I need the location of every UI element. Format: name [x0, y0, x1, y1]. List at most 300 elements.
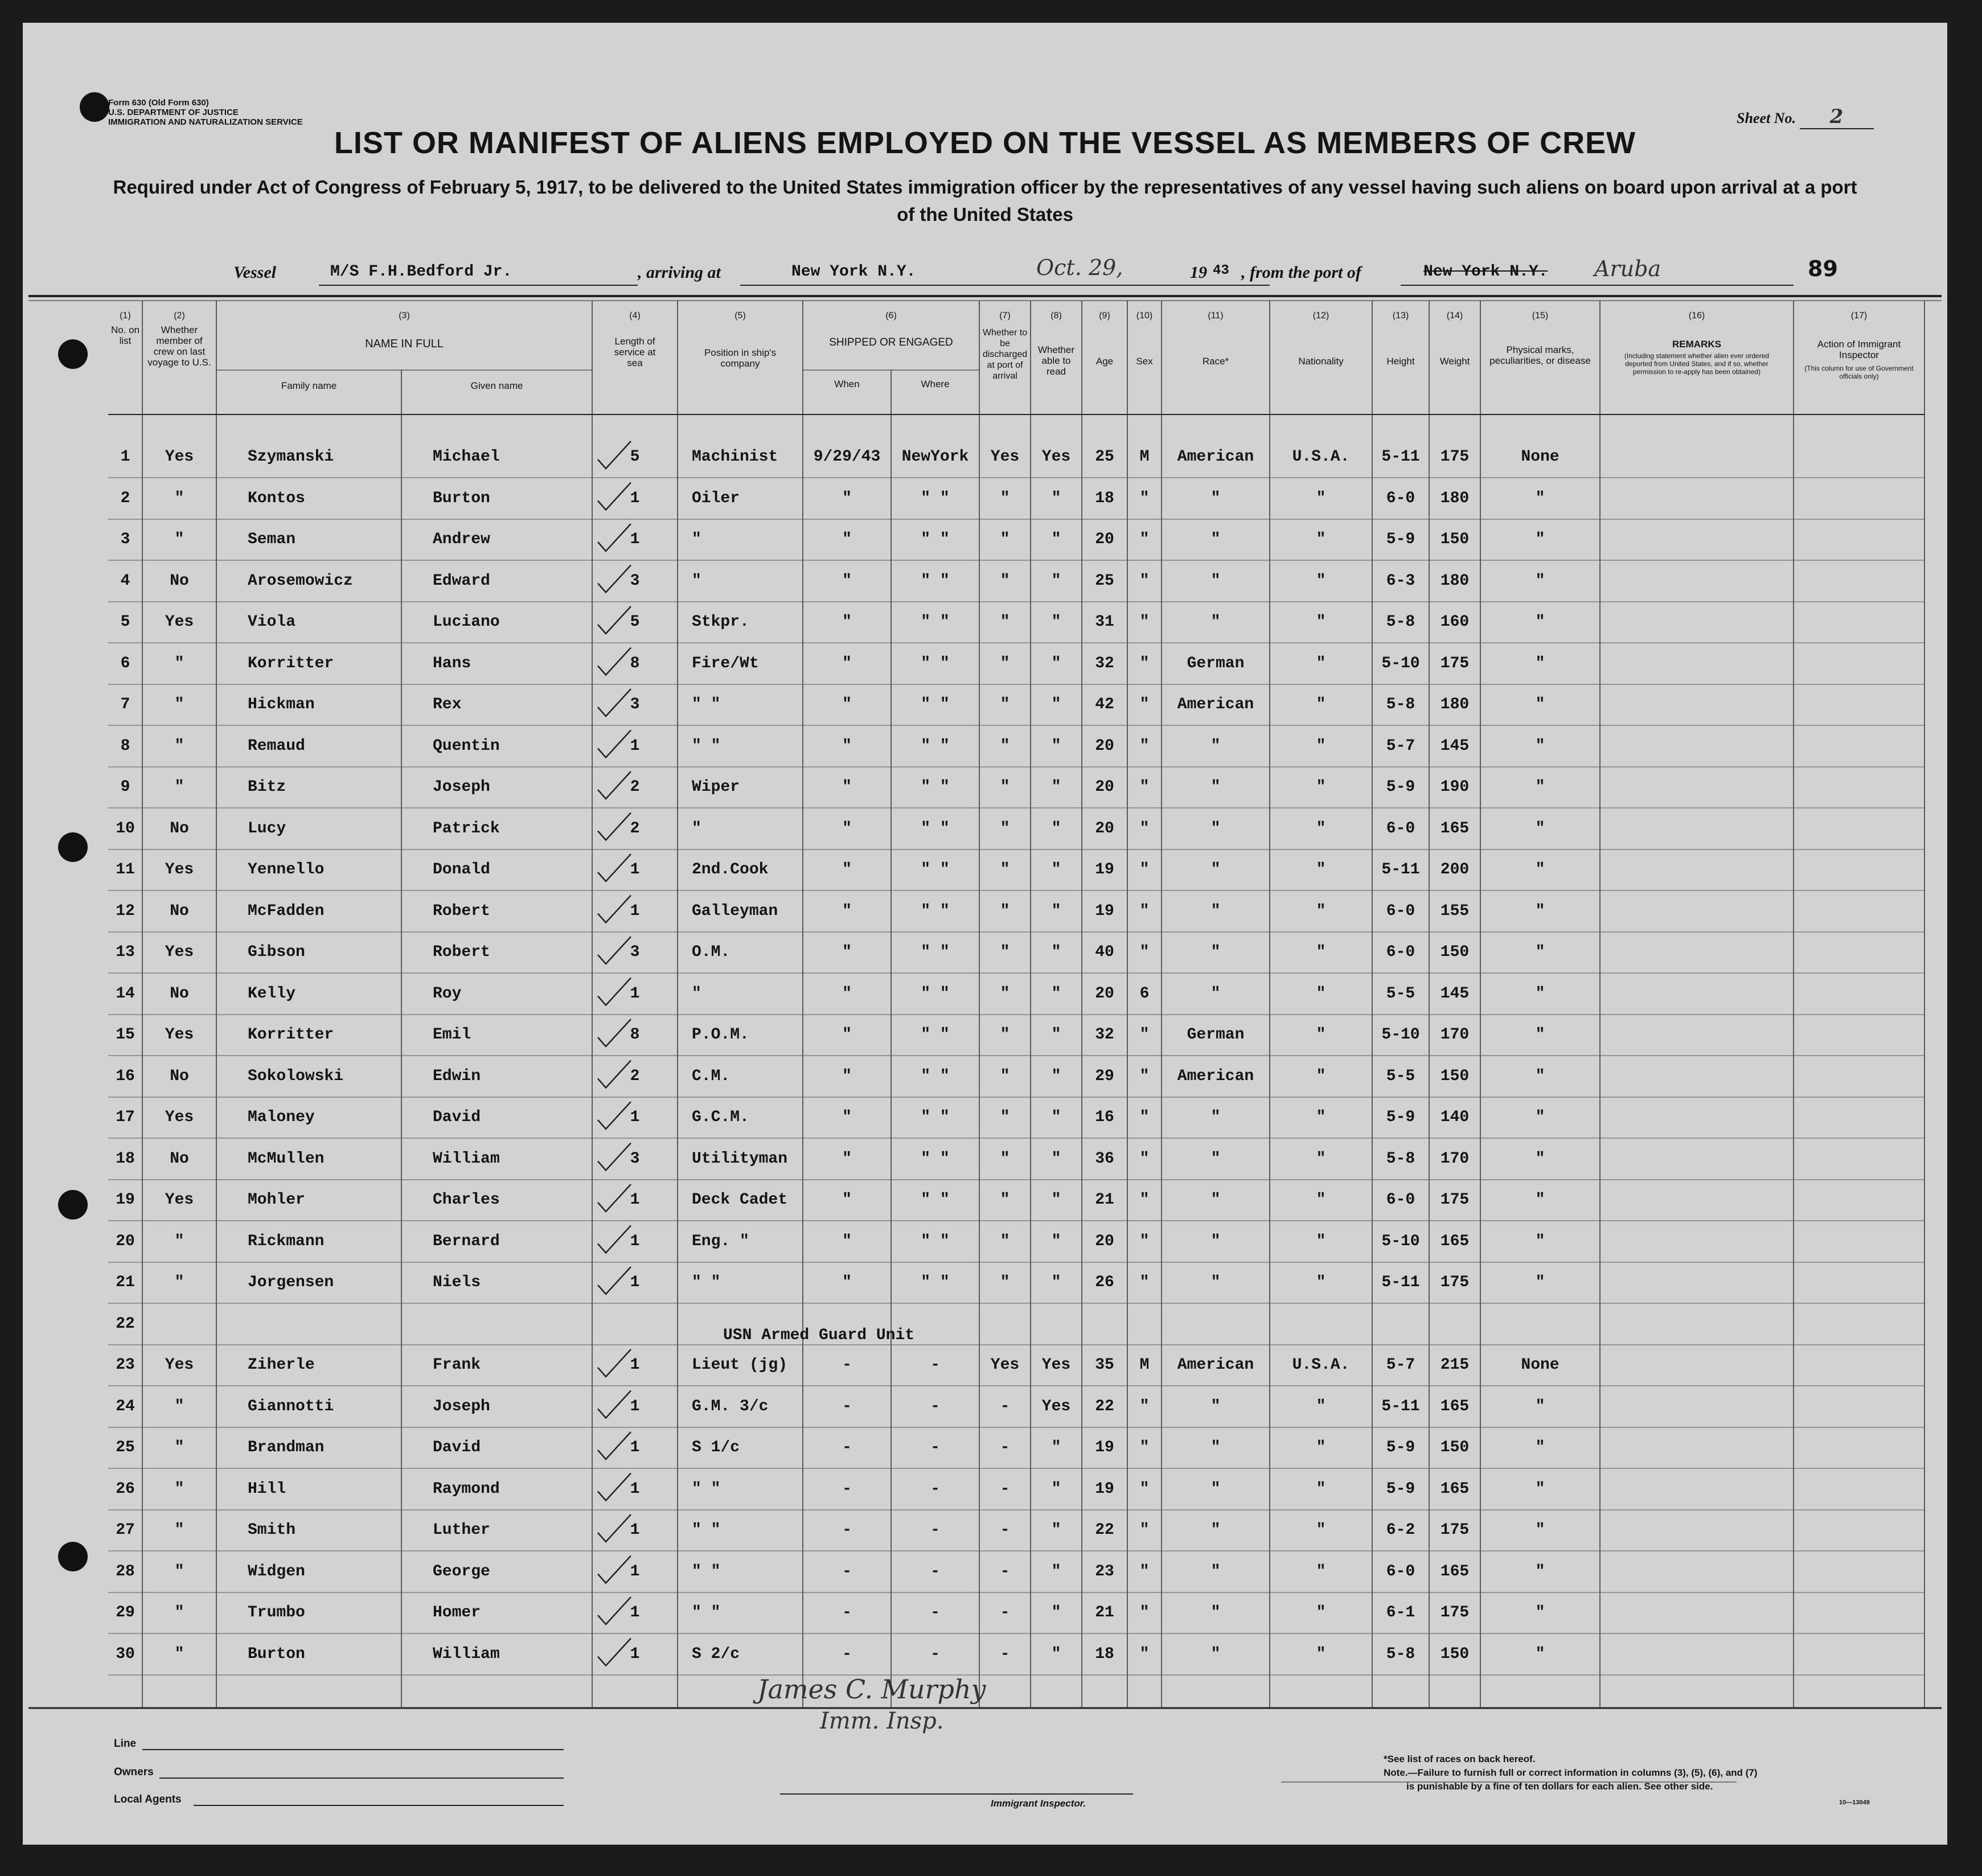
previous-voyage-cell: ": [174, 1397, 184, 1415]
to-be-discharged-cell: -: [1000, 1480, 1010, 1498]
race-cell: American: [1177, 1356, 1254, 1374]
family-name-cell: Brandman: [248, 1439, 325, 1456]
shipped-when-cell: ": [842, 778, 852, 796]
race-cell: ": [1210, 1480, 1221, 1498]
previous-voyage-cell: ": [174, 696, 184, 713]
weight-cell: 175: [1440, 1191, 1470, 1209]
position-cell: S 1/c: [692, 1439, 740, 1456]
sex-cell: ": [1139, 1026, 1150, 1044]
physical-marks-cell: ": [1535, 861, 1545, 879]
sex-cell: ": [1139, 1397, 1150, 1415]
nationality-cell: ": [1316, 902, 1326, 920]
to-be-discharged-cell: -: [1000, 1521, 1010, 1539]
service-length-cell: 1: [630, 1521, 640, 1539]
row-number-cell: 5: [120, 613, 130, 631]
able-to-read-cell: ": [1051, 1109, 1061, 1126]
height-cell: 5-8: [1386, 1645, 1415, 1663]
able-to-read-cell: ": [1051, 696, 1061, 713]
given-name-cell: Frank: [433, 1356, 481, 1374]
shipped-when-cell: ": [842, 613, 852, 631]
shipped-when-cell: ": [842, 1109, 852, 1126]
given-name-cell: William: [433, 1150, 500, 1168]
weight-cell: 190: [1440, 778, 1470, 796]
race-cell: ": [1210, 984, 1221, 1003]
nationality-cell: ": [1316, 1397, 1326, 1415]
shipped-when-cell: -: [842, 1480, 852, 1498]
previous-voyage-cell: ": [174, 1562, 184, 1581]
service-length-cell: 1: [630, 1274, 640, 1291]
position-cell: Machinist: [692, 448, 778, 466]
previous-voyage-cell: ": [174, 737, 184, 755]
physical-marks-cell: ": [1535, 1191, 1545, 1209]
age-cell: 19: [1095, 902, 1114, 920]
to-be-discharged-cell: ": [1000, 572, 1010, 590]
given-name-cell: Roy: [433, 984, 462, 1003]
previous-voyage-cell: ": [174, 1274, 184, 1291]
shipped-where-cell: NewYork: [901, 448, 969, 466]
nationality-cell: ": [1316, 984, 1326, 1003]
physical-marks-cell: None: [1521, 1356, 1560, 1374]
shipped-when-cell: -: [842, 1604, 852, 1622]
previous-voyage-cell: ": [174, 1439, 184, 1456]
physical-marks-cell: ": [1535, 1274, 1545, 1291]
height-cell: 5-8: [1386, 613, 1415, 631]
shipped-when-cell: ": [842, 1274, 852, 1291]
service-length-cell: 3: [630, 1150, 640, 1168]
race-cell: ": [1210, 572, 1221, 590]
physical-marks-cell: ": [1535, 1150, 1545, 1168]
age-cell: 26: [1095, 1274, 1114, 1291]
height-cell: 6-0: [1386, 489, 1415, 507]
form-code: 10—13049: [1839, 1799, 1870, 1806]
able-to-read-cell: ": [1051, 902, 1061, 920]
age-cell: 19: [1095, 1439, 1114, 1456]
height-cell: 5-8: [1386, 1150, 1415, 1168]
row-number-cell: 8: [120, 737, 130, 755]
previous-voyage-cell: ": [174, 1232, 184, 1250]
given-name-cell: George: [433, 1562, 490, 1581]
shipped-where-cell: " ": [921, 531, 950, 548]
family-name-cell: Kelly: [248, 984, 296, 1003]
physical-marks-cell: ": [1535, 696, 1545, 713]
shipped-when-cell: ": [842, 943, 852, 961]
nationality-cell: ": [1316, 1232, 1326, 1250]
weight-cell: 150: [1440, 1439, 1470, 1456]
to-be-discharged-cell: ": [1000, 654, 1010, 672]
col12-header: Nationality: [1298, 356, 1344, 367]
row-number-cell: 28: [116, 1562, 135, 1581]
able-to-read-cell: ": [1051, 1026, 1061, 1044]
shipped-where-cell: " ": [921, 1026, 950, 1044]
shipped-when-cell: ": [842, 1067, 852, 1085]
service-length-cell: 1: [630, 984, 640, 1003]
physical-marks-cell: ": [1535, 1109, 1545, 1126]
physical-marks-cell: ": [1535, 1232, 1545, 1250]
col15-number: (15): [1532, 311, 1549, 321]
age-cell: 19: [1095, 1480, 1114, 1498]
row-number-cell: 4: [120, 572, 130, 590]
shipped-where-cell: " ": [921, 902, 950, 920]
height-cell: 6-0: [1386, 1191, 1415, 1209]
family-name-cell: Gibson: [248, 943, 305, 961]
race-cell: ": [1210, 819, 1221, 838]
shipped-when-cell: 9/29/43: [813, 448, 881, 466]
col15-header: Physical marks, peculiarities, or disease: [1489, 344, 1591, 366]
col12-number: (12): [1312, 311, 1329, 321]
height-cell: 5-11: [1381, 861, 1420, 879]
shipped-where-cell: " ": [921, 1232, 950, 1250]
shipped-where-cell: " ": [921, 1109, 950, 1126]
position-cell: Eng. ": [692, 1232, 749, 1250]
race-cell: ": [1210, 1109, 1221, 1126]
vessel-name: M/S F.H.Bedford Jr.: [330, 263, 512, 281]
to-be-discharged-cell: ": [1000, 984, 1010, 1003]
service-length-cell: 1: [630, 531, 640, 548]
to-be-discharged-cell: ": [1000, 1067, 1010, 1085]
given-name-cell: Emil: [433, 1026, 471, 1044]
col17-number: (17): [1850, 311, 1868, 321]
physical-marks-cell: ": [1535, 819, 1545, 838]
previous-voyage-cell: No: [170, 1067, 189, 1085]
position-cell: Wiper: [692, 778, 740, 796]
height-cell: 5-11: [1381, 1397, 1420, 1415]
service-length-cell: 5: [630, 613, 640, 631]
given-name-cell: Quentin: [433, 737, 500, 755]
service-length-cell: 3: [630, 943, 640, 961]
service-length-cell: 5: [630, 448, 640, 466]
sex-cell: ": [1139, 531, 1150, 548]
physical-marks-cell: ": [1535, 1439, 1545, 1456]
sex-cell: ": [1139, 737, 1150, 755]
previous-voyage-cell: ": [174, 1645, 184, 1663]
page-number: 89: [1808, 256, 1838, 281]
previous-voyage-cell: Yes: [165, 448, 194, 466]
family-name-cell: Viola: [248, 613, 296, 631]
position-cell: " ": [692, 1562, 721, 1581]
race-cell: American: [1177, 448, 1254, 466]
nationality-cell: ": [1316, 696, 1326, 713]
service-length-cell: 1: [630, 1191, 640, 1209]
row-number-cell: 1: [120, 448, 130, 466]
row-number-cell: 29: [116, 1604, 135, 1622]
row-number-cell: 7: [120, 696, 130, 713]
given-name-cell: Charles: [433, 1191, 500, 1209]
shipped-when-cell: ": [842, 489, 852, 507]
age-cell: 35: [1095, 1356, 1114, 1374]
physical-marks-cell: ": [1535, 1480, 1545, 1498]
position-cell: G.C.M.: [692, 1109, 749, 1126]
physical-marks-cell: None: [1521, 448, 1560, 466]
sex-cell: M: [1139, 448, 1150, 466]
row-number-cell: 26: [116, 1480, 135, 1498]
col10-header: Sex: [1136, 356, 1153, 367]
shipped-when-cell: -: [842, 1439, 852, 1456]
weight-cell: 175: [1440, 654, 1470, 672]
service-length-cell: 1: [630, 1562, 640, 1581]
previous-voyage-cell: ": [174, 1480, 184, 1498]
nationality-cell: ": [1316, 613, 1326, 631]
height-cell: 6-0: [1386, 943, 1415, 961]
shipped-when-cell: -: [842, 1397, 852, 1415]
family-name-cell: Mohler: [248, 1191, 305, 1209]
nationality-cell: ": [1316, 1604, 1326, 1622]
family-name-cell: Lucy: [248, 819, 286, 838]
to-be-discharged-cell: Yes: [990, 448, 1020, 466]
nationality-cell: ": [1316, 489, 1326, 507]
nationality-cell: ": [1316, 1026, 1326, 1044]
given-name-cell: Edwin: [433, 1067, 481, 1085]
position-cell: " ": [692, 1604, 721, 1622]
weight-cell: 165: [1440, 819, 1470, 838]
given-name-cell: Robert: [433, 902, 490, 920]
age-cell: 36: [1095, 1150, 1114, 1168]
family-name-cell: Arosemowicz: [248, 572, 353, 590]
height-cell: 6-1: [1386, 1604, 1415, 1622]
height-cell: 5-10: [1381, 654, 1420, 672]
weight-cell: 155: [1440, 902, 1470, 920]
col9-header: Age: [1095, 356, 1114, 367]
given-name-cell: Homer: [433, 1604, 481, 1622]
given-name-cell: David: [433, 1109, 481, 1126]
col16-note: (Including statement whether alien ever ordered deported from United States, and if so, whether permission to re-apply has been obtained): [1624, 352, 1770, 376]
height-cell: 6-0: [1386, 1562, 1415, 1581]
shipped-where-cell: -: [930, 1645, 940, 1663]
family-name-cell: Ziherle: [248, 1356, 315, 1374]
given-name-cell: Edward: [433, 572, 490, 590]
manifest-sheet: [23, 23, 1947, 1845]
to-be-discharged-cell: -: [1000, 1604, 1010, 1622]
col5-header: Position in ship's company: [704, 347, 777, 369]
to-be-discharged-cell: ": [1000, 819, 1010, 838]
physical-marks-cell: ": [1535, 572, 1545, 590]
nationality-cell: ": [1316, 861, 1326, 879]
col8-number: (8): [1050, 311, 1062, 321]
nationality-cell: ": [1316, 819, 1326, 838]
inspector-signature: James C. Murphy: [757, 1674, 986, 1705]
family-name-cell: Yennello: [248, 861, 325, 879]
age-cell: 32: [1095, 654, 1114, 672]
able-to-read-cell: ": [1051, 984, 1061, 1003]
nationality-cell: ": [1316, 778, 1326, 796]
row-number-cell: 11: [116, 861, 135, 879]
sex-cell: ": [1139, 1480, 1150, 1498]
weight-cell: 150: [1440, 1067, 1470, 1085]
sex-cell: ": [1139, 696, 1150, 713]
given-name-cell: Donald: [433, 861, 490, 879]
age-cell: 22: [1095, 1521, 1114, 1539]
able-to-read-cell: ": [1051, 1604, 1061, 1622]
physical-marks-cell: ": [1535, 654, 1545, 672]
race-cell: ": [1210, 613, 1221, 631]
position-cell: C.M.: [692, 1067, 731, 1085]
armed-guard-note: USN Armed Guard Unit: [723, 1327, 915, 1344]
position-cell: ": [692, 572, 701, 590]
height-cell: 5-9: [1386, 778, 1415, 796]
col6-number: (6): [885, 311, 897, 321]
position-cell: P.O.M.: [692, 1026, 749, 1044]
age-cell: 20: [1095, 531, 1114, 548]
shipped-where-cell: " ": [921, 861, 950, 879]
position-cell: Galleyman: [692, 902, 778, 920]
sex-cell: ": [1139, 489, 1150, 507]
age-cell: 22: [1095, 1397, 1114, 1415]
col16-number: (16): [1688, 311, 1705, 321]
position-cell: ": [692, 531, 701, 548]
weight-cell: 175: [1440, 1274, 1470, 1291]
family-name-cell: Burton: [248, 1645, 305, 1663]
sex-cell: ": [1139, 1191, 1150, 1209]
able-to-read-cell: Yes: [1041, 1356, 1071, 1374]
service-length-cell: 1: [630, 1604, 640, 1622]
nationality-cell: ": [1316, 1109, 1326, 1126]
position-cell: S 2/c: [692, 1645, 740, 1663]
physical-marks-cell: ": [1535, 489, 1545, 507]
shipped-when-cell: -: [842, 1356, 852, 1374]
given-name-cell: Hans: [433, 654, 471, 672]
family-name-header: Family name: [281, 380, 337, 391]
to-be-discharged-cell: ": [1000, 861, 1010, 879]
able-to-read-cell: ": [1051, 1562, 1061, 1581]
shipped-when-cell: ": [842, 737, 852, 755]
physical-marks-cell: ": [1535, 943, 1545, 961]
row-number-cell: 24: [116, 1397, 135, 1415]
weight-cell: 150: [1440, 531, 1470, 548]
previous-voyage-cell: No: [170, 572, 189, 590]
department-name: U.S. DEPARTMENT OF JUSTICE: [108, 108, 239, 117]
race-cell: ": [1210, 489, 1221, 507]
owners-label: Owners: [114, 1766, 154, 1778]
to-be-discharged-cell: ": [1000, 902, 1010, 920]
col3-header: NAME IN FULL: [365, 338, 444, 350]
shipped-where-cell: -: [930, 1480, 940, 1498]
weight-cell: 215: [1440, 1356, 1470, 1374]
page-title: LIST OR MANIFEST OF ALIENS EMPLOYED ON THE VESSEL AS MEMBERS OF CREW: [334, 126, 1636, 160]
race-cell: ": [1210, 531, 1221, 548]
height-cell: 5-10: [1381, 1232, 1420, 1250]
penalty-note-line2: is punishable by a fine of ten dollars for each alien. See other side.: [1406, 1781, 1713, 1792]
family-name-cell: Korritter: [248, 1026, 334, 1044]
age-cell: 20: [1095, 778, 1114, 796]
given-name-cell: Bernard: [433, 1232, 500, 1250]
position-cell: Oiler: [692, 489, 740, 507]
to-be-discharged-cell: ": [1000, 1150, 1010, 1168]
able-to-read-cell: ": [1051, 943, 1061, 961]
family-name-cell: Szymanski: [248, 448, 334, 466]
given-name-cell: David: [433, 1439, 481, 1456]
nationality-cell: ": [1316, 1191, 1326, 1209]
shipped-when-cell: -: [842, 1562, 852, 1581]
age-cell: 25: [1095, 572, 1114, 590]
service-length-cell: 2: [630, 1067, 640, 1085]
height-cell: 5-5: [1386, 984, 1415, 1003]
previous-voyage-cell: ": [174, 489, 184, 507]
height-cell: 6-0: [1386, 902, 1415, 920]
weight-cell: 165: [1440, 1397, 1470, 1415]
sex-cell: ": [1139, 572, 1150, 590]
to-be-discharged-cell: ": [1000, 943, 1010, 961]
row-number-cell: 16: [116, 1067, 135, 1085]
weight-cell: 175: [1440, 1604, 1470, 1622]
height-cell: 5-9: [1386, 531, 1415, 548]
nationality-cell: U.S.A.: [1292, 448, 1350, 466]
col9-number: (9): [1099, 311, 1110, 321]
row-number-cell: 17: [116, 1109, 135, 1126]
row-number-cell: 23: [116, 1356, 135, 1374]
shipped-where-cell: " ": [921, 696, 950, 713]
shipped-when-cell: ": [842, 984, 852, 1003]
sex-cell: ": [1139, 1604, 1150, 1622]
able-to-read-cell: ": [1051, 1191, 1061, 1209]
race-cell: ": [1210, 1150, 1221, 1168]
position-cell: Utilityman: [692, 1150, 788, 1168]
col11-header: Race*: [1202, 356, 1229, 367]
previous-voyage-cell: ": [174, 654, 184, 672]
previous-voyage-cell: ": [174, 531, 184, 548]
family-name-cell: Widgen: [248, 1562, 305, 1581]
weight-cell: 160: [1440, 613, 1470, 631]
race-cell: ": [1210, 902, 1221, 920]
nationality-cell: ": [1316, 1274, 1326, 1291]
col2-number: (2): [174, 311, 185, 321]
service-length-cell: 1: [630, 489, 640, 507]
weight-cell: 165: [1440, 1232, 1470, 1250]
sex-cell: ": [1139, 1439, 1150, 1456]
sex-cell: ": [1139, 861, 1150, 879]
able-to-read-cell: ": [1051, 778, 1061, 796]
able-to-read-cell: ": [1051, 572, 1061, 590]
local-agents-label: Local Agents: [114, 1793, 182, 1805]
sheet-number-label: Sheet No.: [1737, 110, 1796, 126]
col7-number: (7): [999, 311, 1011, 321]
age-cell: 21: [1095, 1604, 1114, 1622]
col8-header: Whether able to read: [1037, 344, 1075, 377]
position-cell: G.M. 3/c: [692, 1397, 769, 1415]
col1-header: No. on list: [110, 325, 140, 346]
able-to-read-cell: ": [1051, 1067, 1061, 1085]
nationality-cell: ": [1316, 1150, 1326, 1168]
service-length-cell: 8: [630, 1026, 640, 1044]
vessel-label: Vessel: [233, 263, 276, 282]
position-cell: Fire/Wt: [692, 654, 759, 672]
service-length-cell: 1: [630, 902, 640, 920]
sex-cell: M: [1139, 1356, 1150, 1374]
given-name-cell: Luther: [433, 1521, 490, 1539]
shipped-where-cell: " ": [921, 1150, 950, 1168]
weight-cell: 145: [1440, 737, 1470, 755]
physical-marks-cell: ": [1535, 1562, 1545, 1581]
physical-marks-cell: ": [1535, 613, 1545, 631]
shipped-where-cell: " ": [921, 737, 950, 755]
col17-header: Action of Immigrant Inspector: [1817, 339, 1901, 360]
arrival-year: 43: [1213, 263, 1229, 278]
previous-voyage-cell: Yes: [165, 1109, 194, 1126]
shipped-when-cell: ": [842, 819, 852, 838]
physical-marks-cell: ": [1535, 531, 1545, 548]
row-number-cell: 20: [116, 1232, 135, 1250]
age-cell: 40: [1095, 943, 1114, 961]
age-cell: 29: [1095, 1067, 1114, 1085]
physical-marks-cell: ": [1535, 902, 1545, 920]
weight-cell: 170: [1440, 1026, 1470, 1044]
previous-voyage-cell: ": [174, 1604, 184, 1622]
to-be-discharged-cell: ": [1000, 1026, 1010, 1044]
to-be-discharged-cell: ": [1000, 1109, 1010, 1126]
able-to-read-cell: ": [1051, 1645, 1061, 1663]
physical-marks-cell: ": [1535, 1026, 1545, 1044]
previous-voyage-cell: No: [170, 1150, 189, 1168]
when-header: When: [834, 379, 860, 389]
to-be-discharged-cell: -: [1000, 1439, 1010, 1456]
